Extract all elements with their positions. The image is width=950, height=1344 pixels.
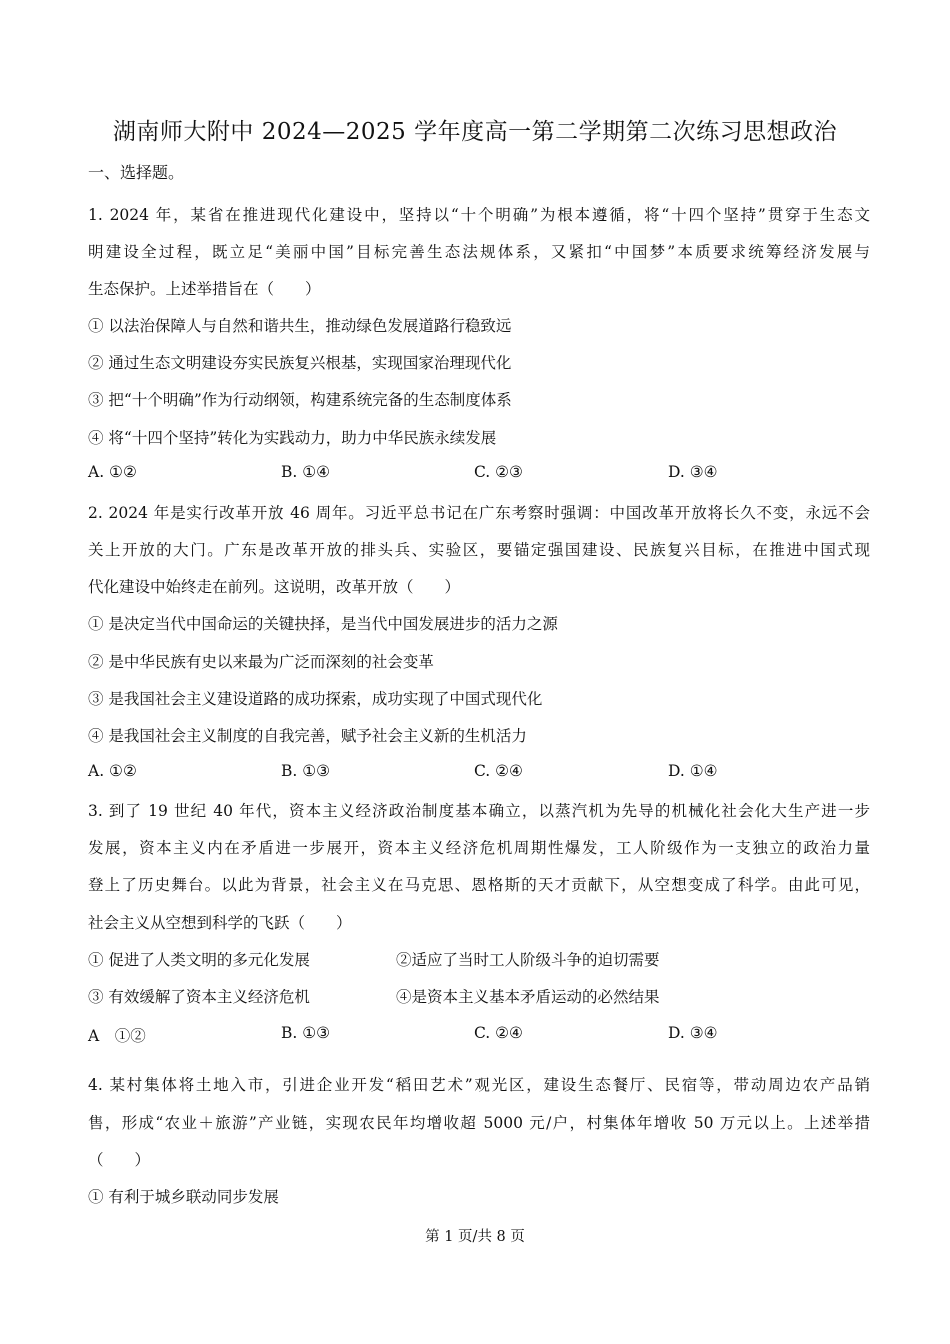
q2-stem-line-1: 2. 2024 年是实行改革开放 46 周年。习近平总书记在广东考察时强调：中国改革开放将长久不变，永远不会 <box>88 504 870 522</box>
q3-item-3: ③ 有效缓解了资本主义经济危机 <box>88 988 310 1006</box>
page-title: 湖南师大附中 2024—2025 学年度高一第二学期第二次练习思想政治 <box>112 119 838 145</box>
q2-item-3: ③ 是我国社会主义建设道路的成功探索，成功实现了中国式现代化 <box>88 690 543 708</box>
q2-choice-d: D. ①④ <box>668 762 718 780</box>
q3-item-2: ②适应了当时工人阶级斗争的迫切需要 <box>396 951 660 969</box>
q1-stem-line-3: 生态保护。上述举措旨在（ ） <box>88 280 321 298</box>
q1-choice-c: C. ②③ <box>474 463 523 481</box>
q4-stem-line-1: 4. 某村集体将土地入市，引进企业开发“稻田艺术”观光区，建设生态餐厅、民宿等，带动周边农产品销 <box>88 1076 870 1094</box>
q3-stem-line-4: 社会主义从空想到科学的飞跃（ ） <box>88 914 352 932</box>
q3-stem-line-3: 登上了历史舞台。以此为背景，社会主义在马克思、恩格斯的天才贡献下，从空想变成了科学。由此可见， <box>88 876 870 894</box>
q1-item-3: ③ 把“十个明确”作为行动纲领，构建系统完备的生态制度体系 <box>88 391 512 409</box>
q1-item-1: ① 以法治保障人与自然和谐共生，推动绿色发展道路行稳致远 <box>88 317 512 335</box>
q2-item-4: ④ 是我国社会主义制度的自我完善，赋予社会主义新的生机活力 <box>88 727 527 745</box>
q3-choice-a: A ①② <box>88 1027 146 1045</box>
q3-item-4: ④是资本主义基本矛盾运动的必然结果 <box>396 988 660 1006</box>
q3-choice-d: D. ③④ <box>668 1024 718 1042</box>
q1-choice-d: D. ③④ <box>668 463 718 481</box>
q4-stem-line-2: 售，形成“农业＋旅游”产业链，实现农民年均增收超 5000 元/户，村集体年增收 50 万元以上。上述举措 <box>88 1114 870 1132</box>
section-heading: 一、选择题。 <box>88 163 185 182</box>
q1-item-4: ④ 将“十四个坚持”转化为实践动力，助力中华民族永续发展 <box>88 429 497 447</box>
q1-item-2: ② 通过生态文明建设夯实民族复兴根基，实现国家治理现代化 <box>88 354 512 372</box>
q3-stem-line-2: 发展，资本主义内在矛盾进一步展开，资本主义经济危机周期性爆发，工人阶级作为一支独立的政治力量 <box>88 839 870 857</box>
q2-stem-line-3: 代化建设中始终走在前列。这说明，改革开放（ ） <box>88 578 461 596</box>
q2-choice-c: C. ②④ <box>474 762 523 780</box>
q3-stem-line-1: 3. 到了 19 世纪 40 年代，资本主义经济政治制度基本确立，以蒸汽机为先导的机械化社会化大生产进一步 <box>88 802 870 820</box>
q1-stem-line-1: 1. 2024 年，某省在推进现代化建设中，坚持以“十个明确”为根本遵循，将“十四个坚持”贯穿于生态文 <box>88 206 870 224</box>
q2-item-2: ② 是中华民族有史以来最为广泛而深刻的社会变革 <box>88 653 434 671</box>
q1-choice-b: B. ①④ <box>281 463 331 481</box>
q2-item-1: ① 是决定当代中国命运的关键抉择，是当代中国发展进步的活力之源 <box>88 615 558 633</box>
q4-item-1: ① 有利于城乡联动同步发展 <box>88 1188 279 1206</box>
q1-stem-line-2: 明建设全过程，既立足“美丽中国”目标完善生态法规体系，又紧扣“中国梦”本质要求统筹经济发展与 <box>88 243 870 261</box>
q3-choice-b: B. ①③ <box>281 1024 331 1042</box>
q1-choice-a: A. ①② <box>88 463 137 481</box>
q2-choice-b: B. ①③ <box>281 762 331 780</box>
q4-stem-line-3: （ ） <box>88 1151 151 1169</box>
q2-choice-a: A. ①② <box>88 762 137 780</box>
page-footer: 第 1 页/共 8 页 <box>425 1229 525 1245</box>
q3-item-1: ① 促进了人类文明的多元化发展 <box>88 951 310 969</box>
q2-stem-line-2: 关上开放的大门。广东是改革开放的排头兵、实验区，要锚定强国建设、民族复兴目标，在推进中国式现 <box>88 541 870 559</box>
q3-choice-c: C. ②④ <box>474 1024 523 1042</box>
